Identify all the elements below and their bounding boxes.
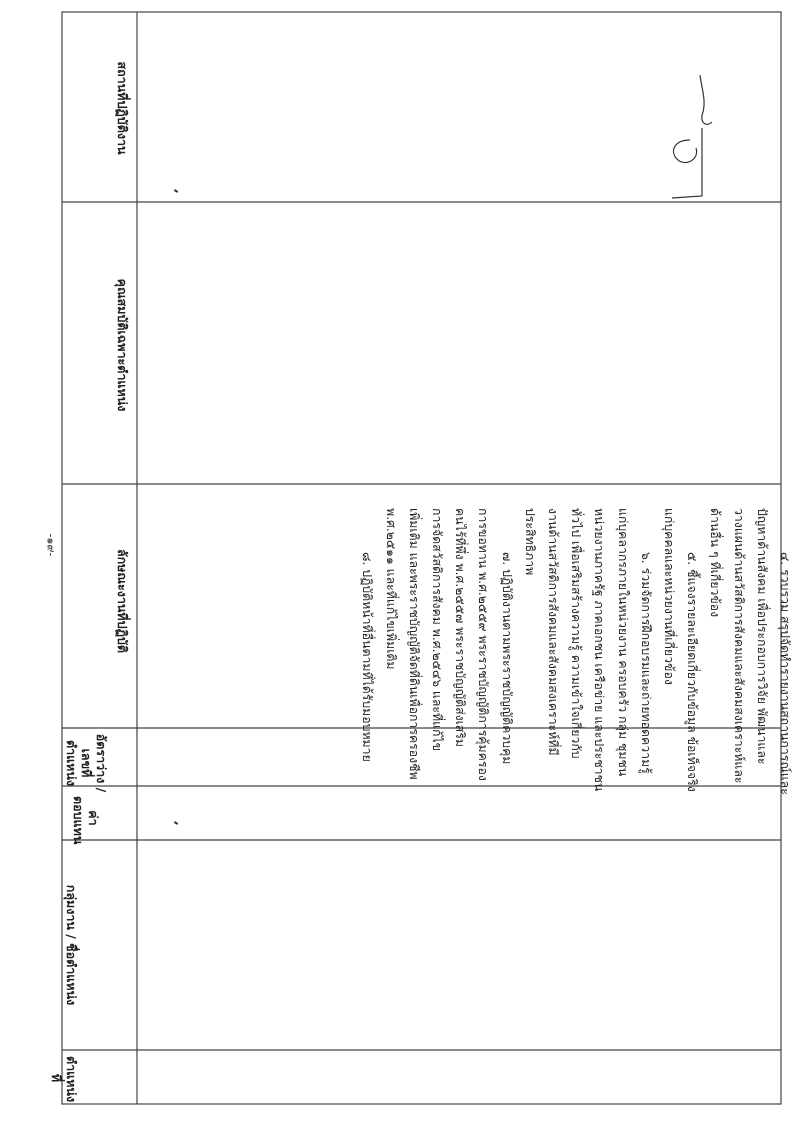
duty-line: พ.ศ.๒๕๑๑ และที่แก้ไขเพิ่มเติม [383, 508, 398, 670]
duty-line: การขอทาน พ.ศ.๒๕๕๙ พระราชบัญญัติการคุ้มครอง [476, 508, 491, 781]
duty-line: ๖. ร่วมจัดการฝึกอบรมและถ่ายทอดความรู้ [638, 552, 653, 774]
duty-line: ปัญหาด้านสังคม เพื่อประกอบการวิจัย พัฒนาและ [754, 508, 769, 765]
header-qualifications: คุณสมบัติเฉพาะตำแหน่ง [115, 278, 130, 412]
duty-line: เพิ่มเติม และพระราชบัญญัติจัดที่ดินเพื่อการครองชีพ [406, 508, 421, 780]
duty-line: วางแผนด้านสวัสดิการสังคมและสังคมสงเคราะห์และ [731, 508, 746, 784]
signature-mark [672, 75, 712, 198]
duty-line: ประสิทธิภาพ [522, 508, 537, 576]
duty-line: แก่บุคลากรภายในหน่วยงาน ครอบครัว กลุ่ม ชุมชน [615, 508, 630, 777]
duty-line: ด้านอื่น ๆ ที่เกี่ยวข้อง [708, 508, 723, 618]
duty-line: ๔. รวบรวม สรุปจัดทำรายงานสถานการณ์และ [778, 552, 792, 795]
header-workplace: สถานที่ปฏิบัติงาน [115, 61, 130, 155]
header-rate-position-number: อัตราว่าง / เลขที่ตำแหน่ง [64, 733, 109, 793]
duty-line: ๕. ชี้แจงรายละเอียดเกี่ยวกับข้อมูล ข้อเท็จจริง [685, 552, 700, 792]
header-group-position-name: กลุ่มงาน / ชื่อตำแหน่ง [64, 884, 79, 1006]
duty-line: ทั่วไป เพื่อเสริมสร้างความรู้ ความเข้าใจเกี่ยวกับ [569, 508, 584, 759]
duty-line: การจัดสวัสดิการสังคม พ.ศ.๒๕๔๖ และที่แก้ไข [429, 508, 444, 752]
duty-line: งานด้านสวัสดิการสังคมและสังคมสงเคราะห์ที่มี [545, 508, 560, 756]
page-number: -๑๙- [44, 533, 58, 557]
duties-cell [360, 508, 793, 1114]
duty-line: คนไร้ที่พึ่ง พ.ศ.๒๕๕๗ พระราชบัญญัติส่งเสริม [453, 508, 468, 747]
duty-line: ๘. ปฏิบัติหน้าที่อื่นตามที่ได้รับมอบหมาย [360, 552, 375, 762]
duty-line: แก่บุคคลและหน่วยงานที่เกี่ยวข้อง [661, 508, 676, 685]
duty-line: หน่วยงานภาครัฐ ภาคเอกชน เครือข่าย และประชาชน [592, 508, 607, 792]
header-compensation: ค่าตอบแทน [71, 796, 101, 845]
duty-line: ๗. ปฏิบัติงานตามพระราชบัญญัติควบคุม [499, 552, 514, 765]
header-duties: ลักษณะงานที่ปฏิบัติ [115, 548, 130, 654]
header-position-number: ตำแหน่งที่ [49, 1056, 79, 1103]
